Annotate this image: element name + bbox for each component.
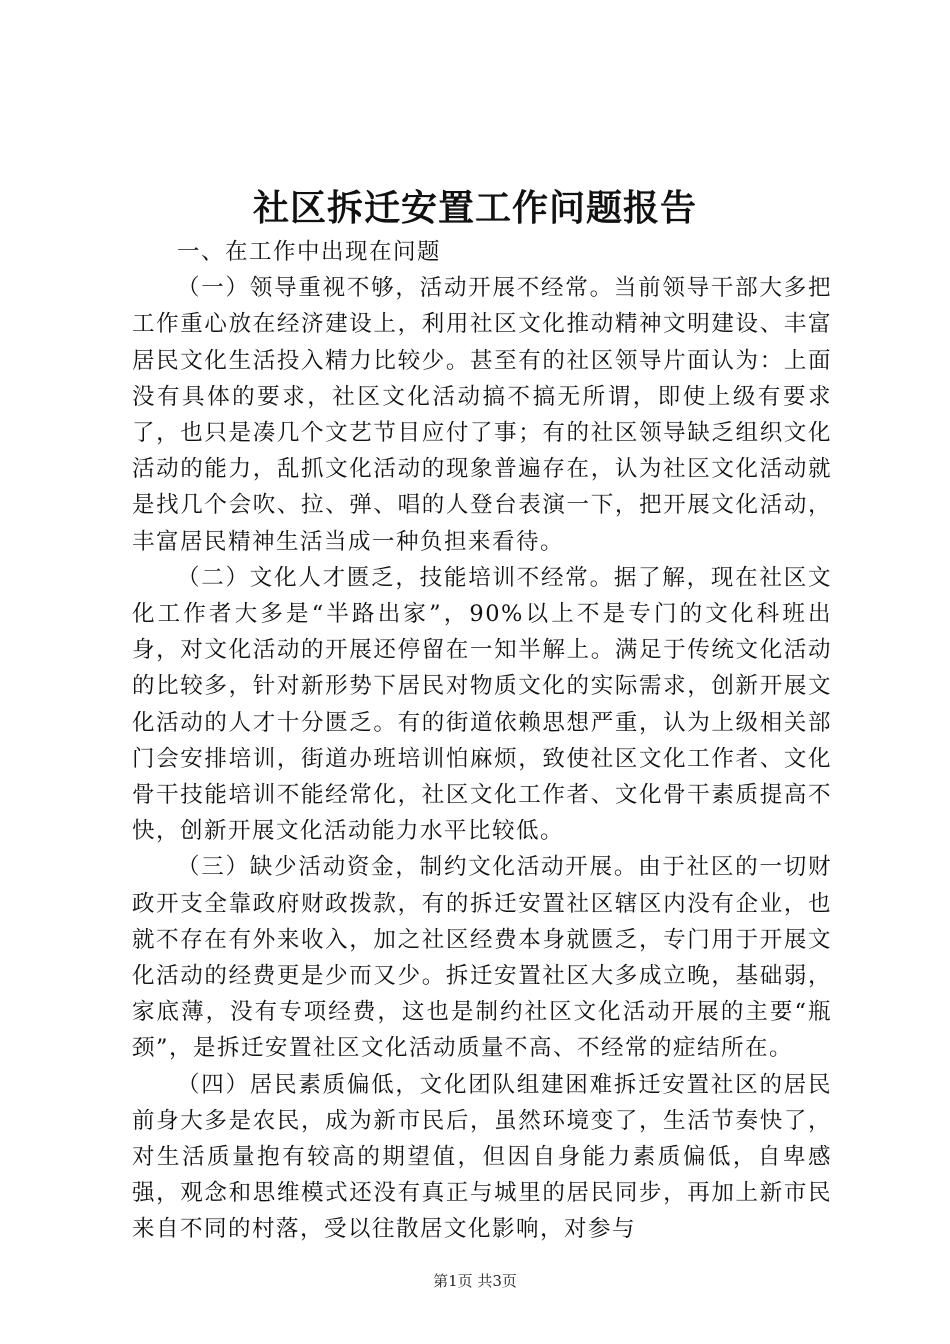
paragraph-3: （三）缺少活动资金，制约文化活动开展。由于社区的一切财政开支全靠政府财政拨款，有的拆迁安置社区辖区内没有企业，也就不存在有外来收入，加之社区经费本身就匮乏，专门用于开展文化活动的经费更是少而又少。拆迁安置社区大多成立晚，基础弱，家底薄，没有专项经费，这也是制约社区文化活动开展的主要“瓶颈”，是拆迁安置社区文化活动质量不高、不经常的症结所在。 [132, 854, 832, 1062]
paragraph-1: （一）领导重视不够，活动开展不经常。当前领导干部大多把工作重心放在经济建设上，利用社区文化推动精神文明建设、丰富居民文化生活投入精力比较少。甚至有的社区领导片面认为：上面没有具体的要求，社区文化活动搞不搞无所谓，即使上级有要求了，也只是凑几个文艺节目应付了事；有的社区领导缺乏组织文化活动的能力，乱抓文化活动的现象普遍存在，认为社区文化活动就是找几个会吹、拉、弹、唱的人登台表演一下，把开展文化活动，丰富居民精神生活当成一种负担来看待。 [132, 275, 832, 555]
document-title: 社区拆迁安置工作问题报告 [252, 187, 697, 229]
paragraph-4: （四）居民素质偏低，文化团队组建困难拆迁安置社区的居民前身大多是农民，成为新市民后，虽然环境变了，生活节奏快了，对生活质量抱有较高的期望值，但因自身能力素质偏低，自卑感强，观念和思维模式还没有真正与城里的居民同步，再加上新市民来自不同的村落，受以往散居文化影响，对参与 [132, 1071, 832, 1243]
document-body [132, 234, 832, 1248]
paragraph-2: （二）文化人才匮乏，技能培训不经常。据了解，现在社区文化工作者大多是“半路出家”，90%以上不是专门的文化科班出身，对文化活动的开展还停留在一知半解上。满足于传统文化活动的比较多，针对新形势下居民对物质文化的实际需求，创新开展文化活动的人才十分匮乏。有的街道依赖思想严重，认为上级相关部门会安排培训，街道办班培训怕麻烦，致使社区文化工作者、文化骨干技能培训不能经常化，社区文化工作者、文化骨干素质提高不快，创新开展文化活动能力水平比较低。 [132, 564, 832, 845]
page-footer: 第1页 共3页 [433, 1272, 517, 1290]
section-heading: 一、在工作中出现在问题 [177, 239, 442, 265]
